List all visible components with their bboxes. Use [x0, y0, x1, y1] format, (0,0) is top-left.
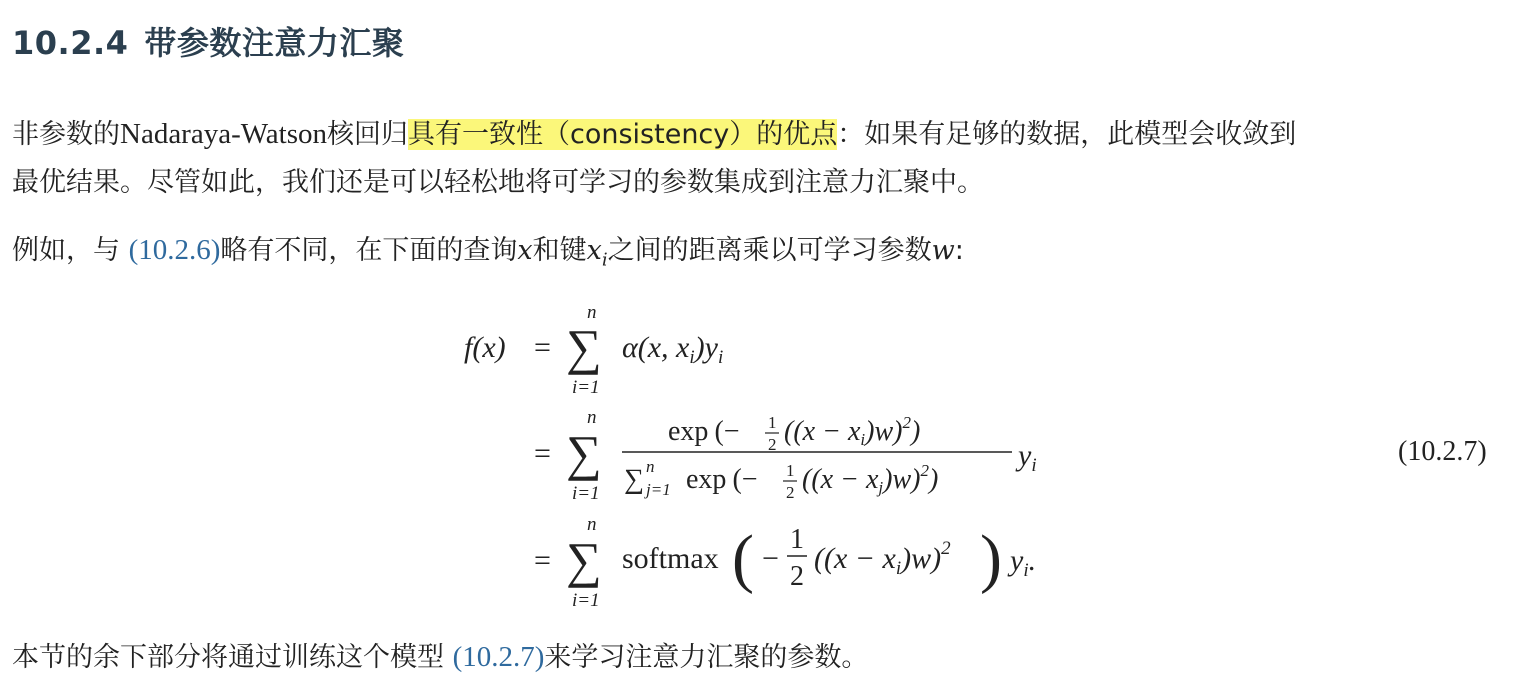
denominator-upper: n	[646, 457, 655, 476]
denominator-lower: j=1	[646, 480, 671, 499]
row1-term: α(x, $x_i)y_i$	[622, 331, 724, 368]
denominator-sum: ∑	[624, 464, 644, 495]
text-span: 例如，与	[12, 235, 129, 266]
sum-sign: ∑	[566, 532, 602, 588]
text-span: 本节的余下部分将通过训练这个模型	[12, 642, 453, 673]
sum-upper: n	[587, 302, 597, 323]
text-span: 最优结果。尽管如此，我们还是可以轻松地将可学习的参数集成到注意力汇聚中。	[12, 167, 984, 198]
eq-lhs: f(x)	[464, 331, 506, 364]
softmax-inner: $((x - x_i)w)^2$	[814, 538, 951, 579]
half-den: 2	[768, 435, 777, 454]
row3-y: $y_i$.	[1010, 544, 1037, 581]
text-span: 和键	[532, 235, 587, 266]
sum-upper: n	[587, 514, 597, 535]
big-paren-close: )	[980, 522, 1002, 595]
denominator-exp: exp (−	[686, 464, 758, 495]
eq-equals: =	[534, 544, 551, 577]
text-span: :	[954, 235, 964, 266]
math-sub: i	[601, 249, 608, 271]
text-span: 核回归	[327, 119, 409, 150]
half-num: 1	[768, 413, 777, 432]
sum-sign: ∑	[566, 319, 602, 375]
section-heading	[12, 18, 404, 64]
equation-block	[450, 290, 1090, 620]
text-span: 略有不同，在下面的查询	[220, 235, 518, 266]
numerator-inner: $((x - xi)w)^2$)	[784, 413, 921, 449]
text-span: ：如果有足够的数据，此模型会收敛到	[837, 119, 1297, 150]
equation-ref-link[interactable]: (10.2.7)	[452, 641, 545, 673]
math-var-w: w	[931, 235, 955, 266]
equation-ref-link[interactable]: (10.2.6)	[128, 234, 221, 266]
row2-y: $y_i$	[1018, 439, 1037, 476]
eq-equals: =	[534, 331, 551, 364]
math-var-xi	[586, 235, 608, 271]
math-var-x: x	[517, 235, 533, 266]
sum-lower: i=1	[572, 590, 600, 611]
big-paren-open: (	[732, 522, 754, 595]
denominator-inner: $((x - xj)w)^2$)	[802, 461, 939, 497]
text-span: Nadaraya-Watson	[120, 118, 328, 150]
paragraph-conclusion	[12, 633, 868, 682]
half-num: 1	[790, 524, 804, 555]
minus: −	[762, 542, 779, 575]
equation-label: (10.2.7)	[1398, 436, 1487, 467]
section-number: 10.2.4	[12, 24, 129, 62]
softmax-word: softmax	[622, 542, 719, 575]
section-title: 带参数注意力汇聚	[144, 24, 405, 62]
half-num: 1	[786, 461, 795, 480]
highlighted-text: 具有一致性（consistency）的优点	[408, 119, 838, 150]
sum-lower: i=1	[572, 483, 600, 504]
text-span: 之间的距离乘以可学习参数	[607, 235, 932, 266]
sum-sign: ∑	[566, 425, 602, 481]
text-span: 非参数的	[12, 119, 120, 150]
sum-upper: n	[587, 407, 597, 428]
half-den: 2	[790, 561, 804, 592]
paragraph-consistency	[12, 110, 1296, 207]
text-span: 来学习注意力汇聚的参数。	[544, 642, 869, 673]
math-base: x	[586, 235, 602, 266]
half-den: 2	[786, 483, 795, 502]
sum-lower: i=1	[572, 377, 600, 398]
paragraph-example	[12, 226, 964, 284]
numerator: exp (−	[668, 416, 740, 447]
eq-equals: =	[534, 437, 551, 470]
